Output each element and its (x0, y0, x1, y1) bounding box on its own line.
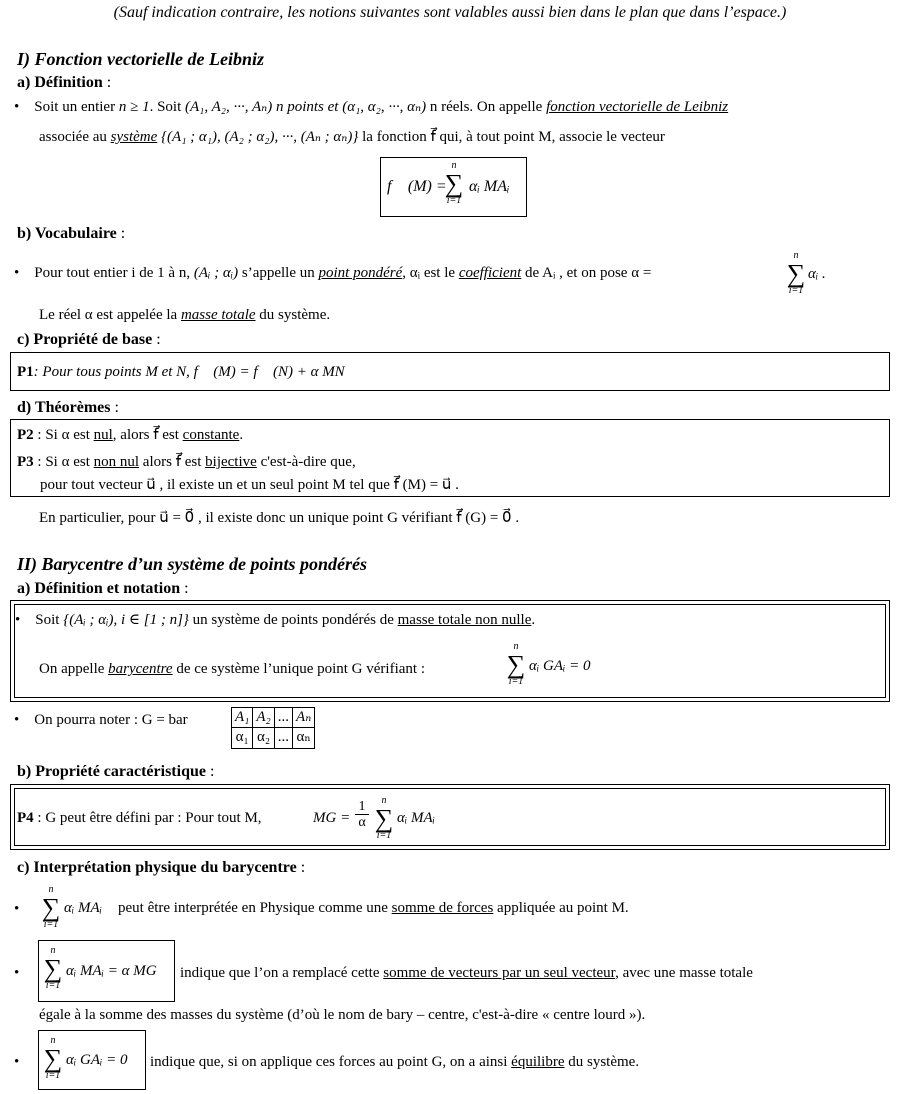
leibniz-formula-box: f⃗ (M) = n ∑ i=1 αᵢ MAᵢ (380, 157, 527, 217)
bullet-c1: • (14, 901, 20, 917)
s1-c-title: c) Propriété de base : (17, 331, 161, 348)
c4-formula-box (38, 1030, 146, 1090)
c2-text: indique que l’on a remplacé cette somme de vecteurs par un seul vecteur, avec une masse totale (180, 965, 753, 981)
p2-text: P2 : Si α est nul, alors f⃗ est constante. (17, 427, 244, 443)
p4-text: P4 : G peut être défini par : Pour tout M, (17, 810, 262, 826)
bullet-c2: • (14, 965, 20, 981)
s2-c-title: c) Interprétation physique du barycentre : (17, 859, 306, 876)
s1-d-title: d) Théorèmes : (17, 399, 119, 416)
theorems-box (10, 419, 890, 497)
alpha-sum-term: αᵢ . (808, 266, 826, 282)
c4-text: indique que, si on applique ces forces au point G, on a ainsi équilibre du système. (150, 1054, 640, 1070)
p3-text: P3 : Si α est non nul alors f⃗ est bijective c'est-à-dire que, (17, 454, 356, 470)
sum-sign-bary: n ∑ i=1 (506, 641, 526, 687)
p4-lhs: MG = (313, 810, 351, 826)
c2-formula: αᵢ MAᵢ = α MG (66, 963, 157, 979)
s1-a-line1: • Soit un entier n ≥ 1. Soit (A₁, A₂, ···, Aₙ) n points et (α₁, α₂, ···, αₙ) n réels. On appelle fonction vectorielle de Leibniz (14, 99, 729, 115)
sum-sign-alpha: n ∑ i=1 (786, 250, 806, 296)
p4-rhs: αᵢ MAᵢ (397, 810, 436, 826)
c3-text: égale à la somme des masses du système (d’où le nom de bary – centre, c'est-à-dire « centre lourd »). (39, 1007, 646, 1023)
p1-text: P1: Pour tous points M et N, f⃗ (M) = f⃗ (N) + α MN (17, 364, 345, 380)
s1-b-line1: • Pour tout entier i de 1 à n, (Aᵢ ; αᵢ) s’appelle un point pondéré, αᵢ est le coefficient de Aᵢ , et on pose α = (14, 265, 652, 281)
bullet: • (14, 99, 20, 115)
sum-sign: n ∑ i=1 (444, 160, 464, 206)
s2-a-title: a) Définition et notation : (17, 580, 189, 597)
c1-formula: αᵢ MAᵢ (64, 900, 103, 916)
particular-case: En particulier, pour u⃗ = 0⃗ , il existe donc un unique point G vérifiant f⃗ (G) = 0⃗ . (39, 510, 520, 526)
c1-text: peut être interprétée en Physique comme une somme de forces appliquée au point M. (118, 900, 629, 916)
s2-b-title: b) Propriété caractéristique : (17, 763, 215, 780)
p1-box (10, 352, 890, 391)
sum-sign-c2: n ∑ i=1 (43, 945, 63, 991)
sum-sign-c4: n ∑ i=1 (43, 1035, 63, 1081)
term-leibniz: fonction vectorielle de Leibniz (546, 99, 729, 115)
p3-line2: pour tout vecteur u⃗ , il existe un et un seul point M tel que f⃗ (M) = u⃗ . (40, 477, 459, 493)
bullet-c4: • (14, 1054, 20, 1070)
barycentre-definition-box (10, 600, 890, 702)
sum-sign-c1: n ∑ i=1 (41, 884, 61, 930)
s2-a-line2: On appelle barycentre de ce système l’unique point G vérifiant : (39, 661, 425, 677)
s1-a-title: a) Définition : (17, 74, 112, 91)
s1-a-line2: associée au système {(A₁ ; α₁), (A₂ ; α₂), ···, (Aₙ ; αₙ)} la fonction f⃗ qui, à tout point M, associe le vecteur (39, 129, 665, 145)
c2-formula-box (38, 940, 175, 1002)
s2-a-line1: • Soit {(Aᵢ ; αᵢ), i ∈ [1 ; n]} un système de points pondérés de masse totale non nulle. (15, 612, 536, 628)
p4-fraction: 1 α (355, 799, 369, 831)
intro-note: (Sauf indication contraire, les notions suivantes sont valables aussi bien dans le plan que dans l’espace.) (113, 4, 787, 21)
bar-notation-table: A₁ A₂ ... Aₙ α₁ α₂ ... αₙ (231, 707, 315, 749)
c4-formula: αᵢ GAᵢ = 0⃗ (66, 1052, 140, 1068)
s1-b-line2: Le réel α est appelée la masse totale du système. (39, 307, 331, 323)
p4-box (10, 784, 890, 850)
section-1-title: I) Fonction vectorielle de Leibniz (17, 49, 264, 69)
section-2-title: II) Barycentre d’un système de points pondérés (17, 554, 367, 574)
s2-note: • On pourra noter : G = bar (14, 712, 188, 728)
sum-sign-p4: n ∑ i=1 (374, 795, 394, 841)
bary-formula: αᵢ GAᵢ = 0⃗ (529, 658, 603, 674)
s1-b-title: b) Vocabulaire : (17, 225, 126, 242)
